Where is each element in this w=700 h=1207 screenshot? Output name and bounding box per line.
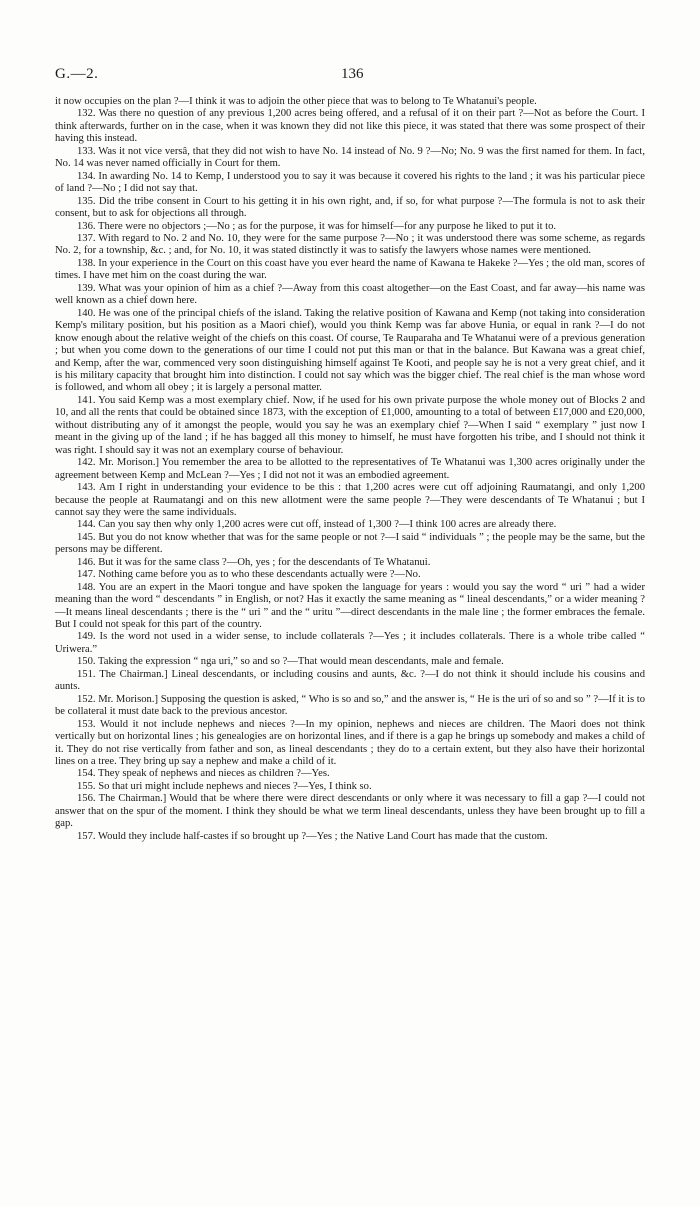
paragraph: 144. Can you say then why only 1,200 acres were cut off, instead of 1,300 ?—I think 100 acres are already there. (77, 519, 557, 531)
paragraph: 141. You said Kemp was a most exemplary chief. Now, if he used for his own private purpose the whole money out of Blocks 2 and 10, and all the rents that could be obtained since 1873, with the exception of £1,000, amounting to a total of between £17,000 and £20,000, without distributing any of it amongst the people, would you say he was an exemplary chief ?—When I said “ exemplary ” just now I meant in the giving up of the land ; if he has bagged all this money to himself, he must have forgotten his tribe, and I should not think it was right. I should say it was not an exemplary course of behaviour. (55, 394, 645, 456)
paragraph: 139. What was your opinion of him as a chief ?—Away from this coast altogether—on the East Coast, and far away—his name was well known as a chief down here. (55, 282, 645, 307)
paragraph: 153. Would it not include nephews and nieces ?—In my opinion, nephews and nieces are children. The Maori does not think vertically but on horizontal lines ; his genealogies are on horizontal lines, and if there is a gap he brings up somebody and makes a child of it. They do not rise vertically from father and son, as lineal descendants ; they do to a certain extent, but they also have their horizontal lines on a tree. They bring up say a nephew and make a child of it. (55, 718, 645, 768)
paragraph: 151. The Chairman.] Lineal descendants, or including cousins and aunts, &c. ?—I do not think it should include his cousins and aunts. (55, 668, 645, 693)
page-body (55, 96, 645, 843)
paragraph: 148. You are an expert in the Maori tongue and have spoken the language for years : would you say the word “ uri ” had a wider meaning than the word “ descendants ” in English, or not? Has it exactly the same meaning as “ lineal descendants,” or a wider meaning ?—It means lineal descendants ; there is the “ uri ” and the “ uritu ”—direct descendants in the male line ; the former embraces the female. But I could not speak for this part of the country. (55, 581, 645, 631)
paragraph: 134. In awarding No. 14 to Kemp, I understood you to say it was because it covered his rights to the land ; it was his particular piece of land ?—No ; I did not say that. (55, 170, 645, 195)
page-number: 136 (341, 66, 364, 82)
paragraph: 137. With regard to No. 2 and No. 10, they were for the same purpose ?—No ; it was understood there was some scheme, as regards No. 2, for a township, &c. ; and, for No. 10, it was stated distinctly it was to satisfy the lawyers whose names were mentioned. (55, 232, 645, 257)
paragraph: 140. He was one of the principal chiefs of the island. Taking the relative position of Kawana and Kemp (not taking into consideration Kemp's military position, but his position as a Maori chief), would you think Kemp was far above Hunia, or equal in rank ?—I do not know enough about the relative weight of the chiefs on this coast. Of course, Te Rauparaha and Te Whatanui were of a previous generation ; but when you come down to the generations of our time I could not put this man or that in the balance. But Kawana was a great chief, and Kemp, after the war, commenced very soon distinguishing himself against Te Kooti, and people say he is not a very great chief, and it is his military capacity that brought him into distinction. I could not say which was the bigger chief. The real chief is the man whose word is followed, and whom all obey ; it is largely a personal matter. (55, 307, 645, 394)
paragraph: 157. Would they include half-castes if so brought up ?—Yes ; the Native Land Court has made that the custom. (77, 830, 548, 842)
paragraph: 138. In your experience in the Court on this coast have you ever heard the name of Kawana te Hakeke ?—Yes ; the old man, scores of times. I have met him on the coast during the war. (55, 257, 645, 282)
paragraph: 142. Mr. Morison.] You remember the area to be allotted to the representatives of Te Whatanui was 1,300 acres originally under the agreement between Kemp and McLean ?—Yes ; I did not not it was an embodied agreement. (55, 457, 645, 481)
paragraph: 156. The Chairman.] Would that be where there were direct descendants or only where it was necessary to fill a gap ?—I could not answer that on the spur of the moment. I think they should be what we term lineal descendants, unless they have been brought up to fill a gap. (55, 793, 645, 830)
paragraph: 135. Did the tribe consent in Court to his getting it in his own right, and, if so, for what purpose ?—The formula is not to ask their consent, but to ask for objections all through. (55, 195, 645, 220)
paragraph: 152. Mr. Morison.] Supposing the question is asked, “ Who is so and so,” and the answer is, “ He is the uri of so and so ” ?—If it is to be collateral it must date back to the previous ancestor. (55, 693, 645, 718)
paragraph: 132. Was there no question of any previous 1,200 acres being offered, and a refusal of it on their part ?—Not as before the Court. I think afterwards, further on in the case, when it was known they did not like this piece, it was stated that there was some prospect of their having this instead. (55, 108, 645, 145)
paragraph: 133. Was it not vice versâ, that they did not wish to have No. 14 instead of No. 9 ?—No; No. 9 was the first named for them. In fact, No. 14 was never named officially in Court for them. (55, 145, 645, 170)
paragraph: 147. Nothing came before you as to who these descendants actually were ?—No. (77, 569, 421, 581)
document-reference: G.—2. (55, 66, 99, 82)
paragraph: 136. There were no objectors ;—No ; as for the purpose, it was for himself—for any purpose he liked to put it to. (77, 220, 557, 232)
page-header (55, 66, 645, 86)
paragraph: 150. Taking the expression “ nga uri,” so and so ?—That would mean descendants, male and female. (77, 656, 504, 668)
paragraph: 149. Is the word not used in a wider sense, to include collaterals ?—Yes ; it includes collaterals. There is a whole tribe called “ Uriwera.” (55, 631, 645, 655)
paragraph: 154. They speak of nephews and nieces as children ?—Yes. (77, 768, 330, 780)
paragraph: it now occupies on the plan ?—I think it was to adjoin the other piece that was to belong to Te Whatanui's people. (55, 96, 537, 107)
paragraph: 146. But it was for the same class ?—Oh, yes ; for the descendants of Te Whatanui. (77, 556, 431, 568)
paragraph: 145. But you do not know whether that was for the same people or not ?—I said “ individuals ” ; the people may be the same, but the persons may be different. (55, 531, 645, 556)
paragraph: 155. So that uri might include nephews and nieces ?—Yes, I think so. (77, 780, 372, 792)
paragraph: 143. Am I right in understanding your evidence to be this : that 1,200 acres were cut off adjoining Raumatangi, and only 1,200 because the people at Raumatangi and on this new allotment were the same people ?—They were descendants of Te Whatanui ; but I cannot say they were the same individuals. (55, 482, 645, 518)
